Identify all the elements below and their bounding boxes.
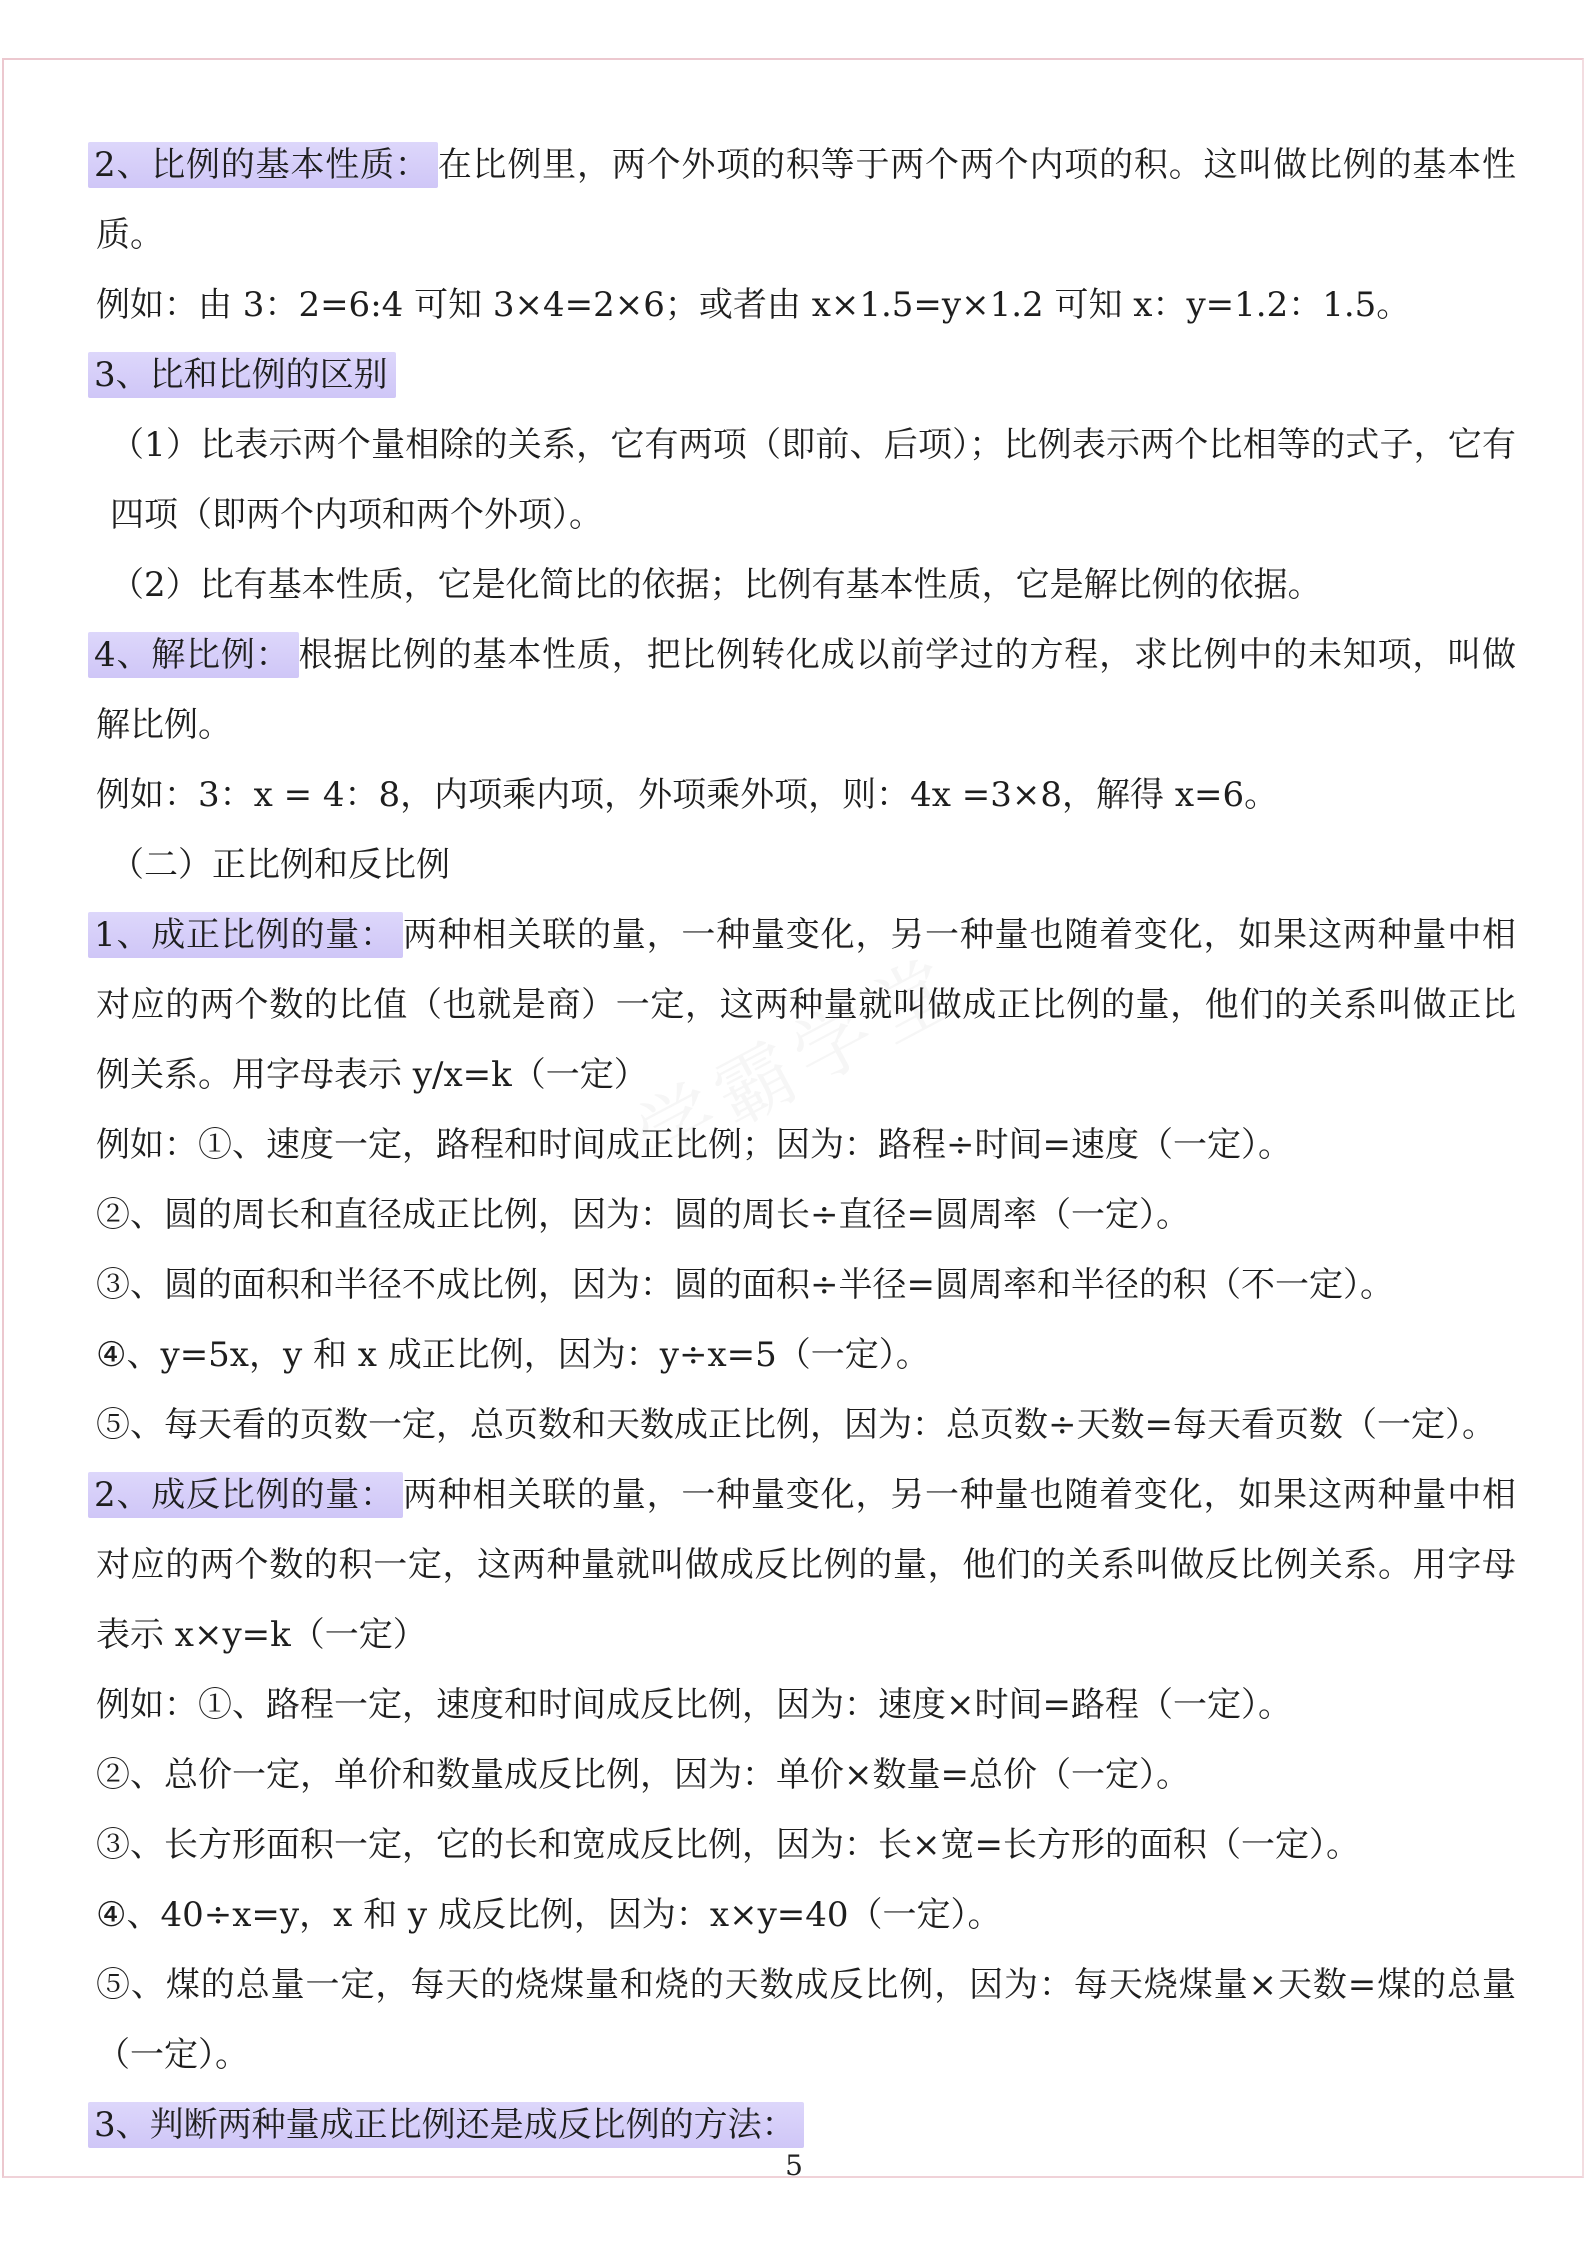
paragraph-difference-1: （1）比表示两个量相除的关系，它有两项（即前、后项）；比例表示两个比相等的式子，它有四项（即两个内项和两个外项）。 — [110, 425, 1516, 535]
paragraph-proportion-property: 2、比例的基本性质： 在比例里，两个外项的积等于两个两个内项的积。这叫做比例的基本性质。 — [96, 130, 1516, 270]
list-item: ④、y=5x，y 和 x 成正比例，因为：y÷x=5（一定）。 — [96, 1335, 930, 1375]
watermark: 学霸学堂 — [622, 939, 976, 1185]
heading-highlight: 1、成正比例的量： — [88, 912, 403, 958]
list-item: ③、圆的面积和半径不成比例，因为：圆的面积÷半径=圆周率和半径的积（不一定）。 — [96, 1265, 1394, 1305]
heading-highlight: 3、判断两种量成正比例还是成反比例的方法： — [88, 2102, 804, 2148]
list-item: ②、圆的周长和直径成正比例，因为：圆的周长÷直径=圆周率（一定）。 — [96, 1195, 1190, 1235]
list-item: 例如：①、速度一定，路程和时间成正比例；因为：路程÷时间=速度（一定）。 — [96, 1125, 1292, 1165]
list-item: ②、总价一定，单价和数量成反比例，因为：单价×数量=总价（一定）。 — [96, 1755, 1190, 1795]
list-item: ⑤、煤的总量一定，每天的烧煤量和烧的天数成反比例，因为：每天烧煤量×天数=煤的总量（一定）。 — [96, 1965, 1516, 2075]
paragraph-ratio-difference — [96, 340, 1516, 410]
heading-highlight: 3、比和比例的区别 — [88, 352, 396, 398]
paragraph-example: 例如：由 3：2=6:4 可知 3×4=2×6；或者由 x×1.5=y×1.2 可知 x：y=1.2：1.5。 — [96, 285, 1411, 325]
heading-highlight: 2、比例的基本性质： — [88, 142, 438, 188]
paragraph-solve-proportion: 4、解比例： 根据比例的基本性质，把比例转化成以前学过的方程，求比例中的未知项，叫做解比例。 — [96, 620, 1516, 760]
paragraph-inverse-proportion: 2、成反比例的量： 两种相关联的量，一种量变化，另一种量也随着变化，如果这两种量中相对应的两个数的积一定，这两种量就叫做成反比例的量，他们的关系叫做反比例关系。用字母表示 x×y=k（一定） — [96, 1460, 1516, 1670]
paragraph-difference-2: （2）比有基本性质，它是化简比的依据；比例有基本性质，它是解比例的依据。 — [110, 565, 1322, 605]
page-number: 5 — [785, 2149, 803, 2182]
list-item: ④、40÷x=y，x 和 y 成反比例，因为：x×y=40（一定）。 — [96, 1895, 1002, 1935]
document-body — [96, 130, 1516, 2160]
paragraph-example: 例如：3：x = 4：8，内项乘内项，外项乘外项，则：4x =3×8，解得 x=6。 — [96, 775, 1279, 815]
list-item: ③、长方形面积一定，它的长和宽成反比例，因为：长×宽=长方形的面积（一定）。 — [96, 1825, 1360, 1865]
list-item: ⑤、每天看的页数一定，总页数和天数成正比例，因为：总页数÷天数=每天看页数（一定）。 — [96, 1405, 1496, 1445]
heading-highlight: 4、解比例： — [88, 632, 299, 678]
heading-highlight: 2、成反比例的量： — [88, 1472, 403, 1518]
list-item: 例如：①、路程一定，速度和时间成反比例，因为：速度×时间=路程（一定）。 — [96, 1685, 1292, 1725]
paragraph-direct-proportion: 1、成正比例的量： 两种相关联的量，一种量变化，另一种量也随着变化，如果这两种量中相对应的两个数的比值（也就是商）一定，这两种量就叫做成正比例的量，他们的关系叫做正比例关系。用字母表示 y/x=k（一定） — [96, 900, 1516, 1110]
section-title: （二）正比例和反比例 — [110, 845, 450, 885]
